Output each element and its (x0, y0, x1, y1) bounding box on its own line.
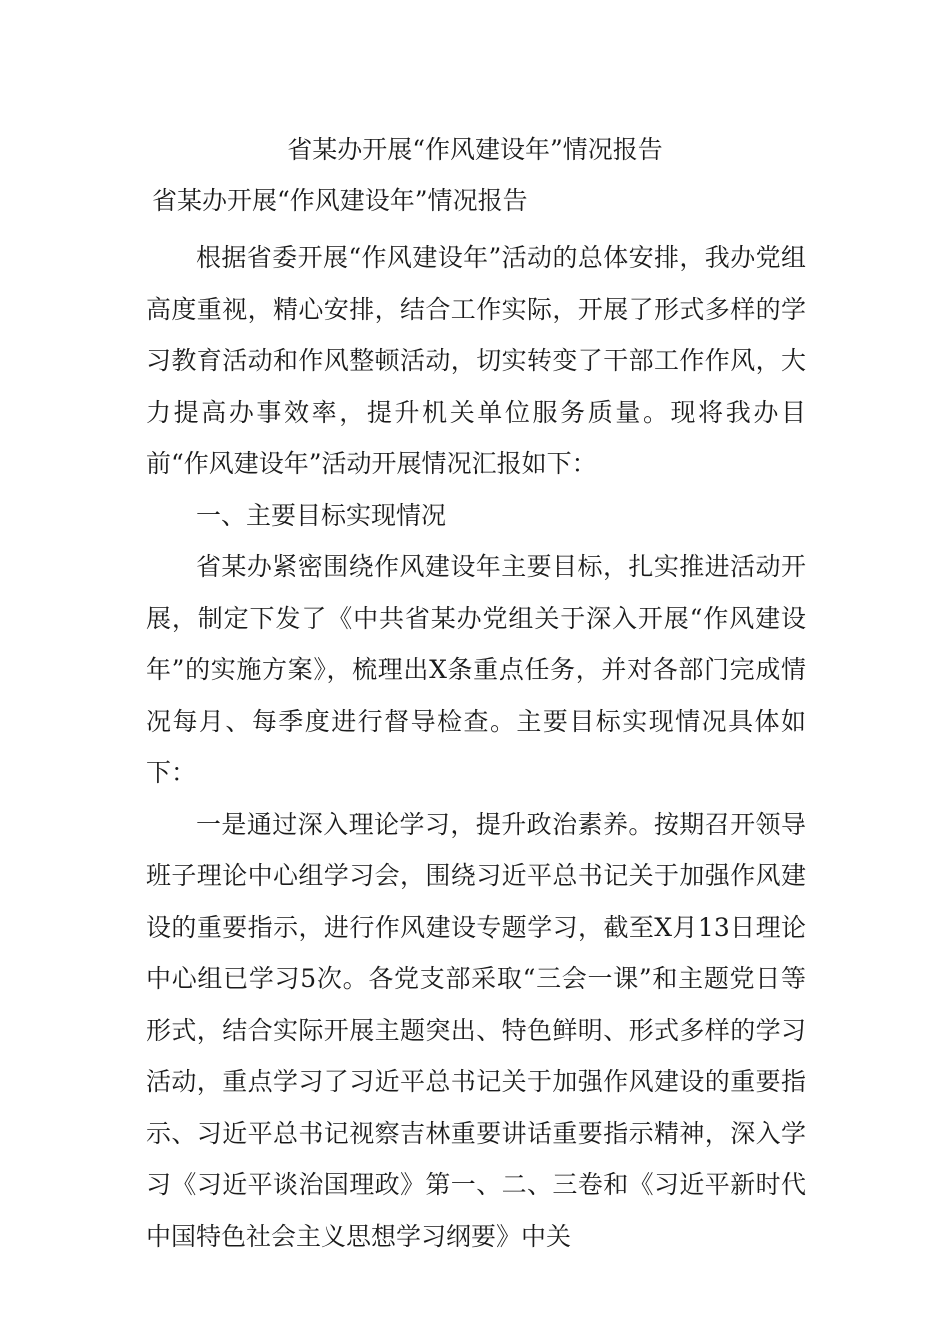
section-heading-1: 一、主要目标实现情况 (196, 500, 447, 530)
document-title: 省某办开展“作风建设年”情况报告 (287, 135, 663, 164)
document-subtitle: 省某办开展“作风建设年”情况报告 (152, 186, 528, 215)
document-body (146, 232, 806, 1262)
paragraph-goals: 省某办紧密围绕作风建设年主要目标，扎实推进活动开展，制定下发了《中共省某办党组关于深入开展“作风建设年”的实施方案》，梳理出X条重点任务，并对各部门完成情况每月、每季度进行督导检查。主要目标实现情况具体如下： (146, 552, 806, 787)
paragraph-intro: 根据省委开展“作风建设年”活动的总体安排，我办党组高度重视，精心安排，结合工作实际，开展了形式多样的学习教育活动和作风整顿活动，切实转变了干部工作作风，大力提高办事效率，提升机关单位服务质量。现将我办目前“作风建设年”活动开展情况汇报如下： (146, 243, 806, 478)
paragraph-study: 一是通过深入理论学习，提升政治素养。按期召开领导班子理论中心组学习会，围绕习近平总书记关于加强作风建设的重要指示，进行作风建设专题学习，截至X月13日理论中心组已学习5次。各党支部采取“三会一课”和主题党日等形式，结合实际开展主题突出、特色鲜明、形式多样的学习活动，重点学习了习近平总书记关于加强作风建设的重要指示、习近平总书记视察吉林重要讲话重要指示精神，深入学习《习近平谈治国理政》第一、二、三卷和《习近平新时代中国特色社会主义思想学习纲要》中关 (146, 809, 806, 1251)
